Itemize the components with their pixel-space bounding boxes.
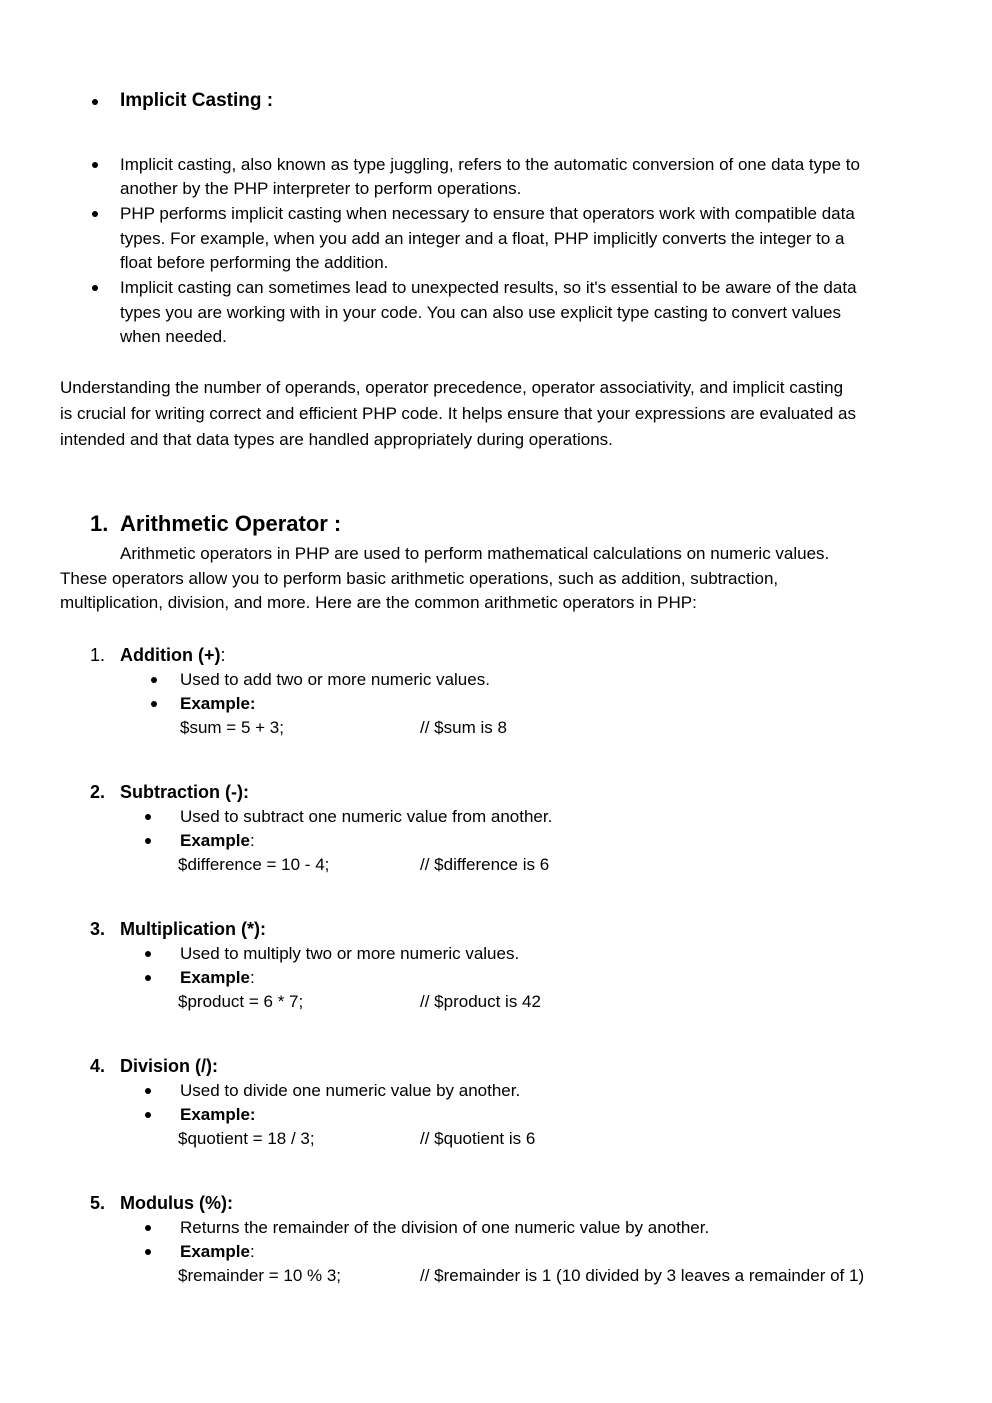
operator-title xyxy=(120,918,266,940)
operator-title-text: Subtraction (-): xyxy=(120,782,249,802)
operator-title-text: Addition (+) xyxy=(120,645,221,665)
bullet-2-line-3: float before performing the addition. xyxy=(120,253,389,272)
example-code: $remainder = 10 % 3; xyxy=(178,1266,342,1285)
example-label-suffix: : xyxy=(249,968,255,987)
example-comment: // $sum is 8 xyxy=(420,718,507,737)
operator-description: Used to divide one numeric value by another. xyxy=(180,1081,521,1100)
bullet-dot xyxy=(145,1225,151,1231)
example-label xyxy=(180,968,255,988)
operator-title xyxy=(120,1192,233,1214)
bullet-dot xyxy=(145,1112,151,1118)
operator-description: Used to multiply two or more numeric values. xyxy=(180,944,520,963)
bullet-dot xyxy=(145,975,151,981)
operator-title-text: Multiplication (*): xyxy=(120,919,266,939)
summary-line-3: intended and that data types are handled appropriately during operations. xyxy=(60,430,613,449)
operator-description: Used to add two or more numeric values. xyxy=(180,670,490,689)
section-number: 1. xyxy=(90,511,109,536)
example-label xyxy=(180,694,256,714)
bullet-1-line-2: another by the PHP interpreter to perform operations. xyxy=(120,179,522,198)
operator-number: 1. xyxy=(90,645,106,665)
bullet-3-line-2: types you are working with in your code. You can also use explicit type casting to convert values xyxy=(120,303,842,322)
example-code: $difference = 10 - 4; xyxy=(178,855,330,874)
intro-line-3: multiplication, division, and more. Here are the common arithmetic operators in PHP: xyxy=(60,593,697,612)
bullet-2-line-2: types. For example, when you add an integer and a float, PHP implicitly converts the integer to a xyxy=(120,229,845,248)
example-label-text: Example: xyxy=(180,694,256,713)
intro-line-2: These operators allow you to perform basic arithmetic operations, such as addition, subtraction, xyxy=(60,569,779,588)
bullet-1-line-1: Implicit casting, also known as type juggling, refers to the automatic conversion of one data type to xyxy=(120,155,860,174)
implicit-casting-heading: Implicit Casting : xyxy=(120,90,274,111)
example-label-text: Example: xyxy=(180,1105,256,1124)
operator-title-text: Modulus (%): xyxy=(120,1193,233,1213)
example-label-suffix: : xyxy=(249,831,255,850)
operator-description: Used to subtract one numeric value from another. xyxy=(180,807,553,826)
operator-title-text: Division (/): xyxy=(120,1056,218,1076)
bullet-dot xyxy=(145,951,151,957)
example-code: $product = 6 * 7; xyxy=(178,992,304,1011)
example-comment: // $product is 42 xyxy=(420,992,541,1011)
example-code: $quotient = 18 / 3; xyxy=(178,1129,315,1148)
example-label-text: Example xyxy=(180,968,250,987)
operator-title xyxy=(120,1055,218,1077)
operator-title xyxy=(120,644,226,666)
example-code: $sum = 5 + 3; xyxy=(180,718,284,737)
operator-number: 4. xyxy=(90,1056,106,1076)
summary-line-2: is crucial for writing correct and efficient PHP code. It helps ensure that your expressions are evaluated as xyxy=(60,404,856,423)
bullet-dot xyxy=(145,814,151,820)
operator-description: Returns the remainder of the division of one numeric value by another. xyxy=(180,1218,710,1237)
example-comment: // $difference is 6 xyxy=(420,855,550,874)
operator-title-suffix: : xyxy=(220,645,226,665)
bullet-dot xyxy=(151,677,157,683)
bullet-dot xyxy=(145,838,151,844)
operator-number: 3. xyxy=(90,919,106,939)
example-label-suffix: : xyxy=(249,1242,255,1261)
operator-number: 2. xyxy=(90,782,106,802)
example-label-text: Example xyxy=(180,1242,250,1261)
bullet-2-line-1: PHP performs implicit casting when necessary to ensure that operators work with compatible data xyxy=(120,204,855,223)
bullet-dot xyxy=(92,285,98,291)
example-comment: // $quotient is 6 xyxy=(420,1129,536,1148)
operator-number: 5. xyxy=(90,1193,106,1213)
bullet-dot xyxy=(92,162,98,168)
bullet-dot xyxy=(145,1249,151,1255)
bullet-3-line-1: Implicit casting can sometimes lead to unexpected results, so it's essential to be aware of the data xyxy=(120,278,857,297)
example-label-text: Example xyxy=(180,831,250,850)
example-label xyxy=(180,1105,256,1125)
arithmetic-heading: Arithmetic Operator : xyxy=(120,511,342,536)
bullet-3-line-3: when needed. xyxy=(120,327,227,346)
example-label xyxy=(180,1242,255,1262)
bullet-dot xyxy=(92,211,98,217)
intro-line-1: Arithmetic operators in PHP are used to perform mathematical calculations on numeric values. xyxy=(120,544,830,563)
summary-line-1: Understanding the number of operands, operator precedence, operator associativity, and implicit casting xyxy=(60,378,844,397)
example-label xyxy=(180,831,255,851)
example-comment: // $remainder is 1 (10 divided by 3 leaves a remainder of 1) xyxy=(420,1266,865,1285)
heading-bullet xyxy=(92,99,98,105)
operator-title xyxy=(120,781,249,803)
bullet-dot xyxy=(145,1088,151,1094)
bullet-dot xyxy=(151,701,157,707)
